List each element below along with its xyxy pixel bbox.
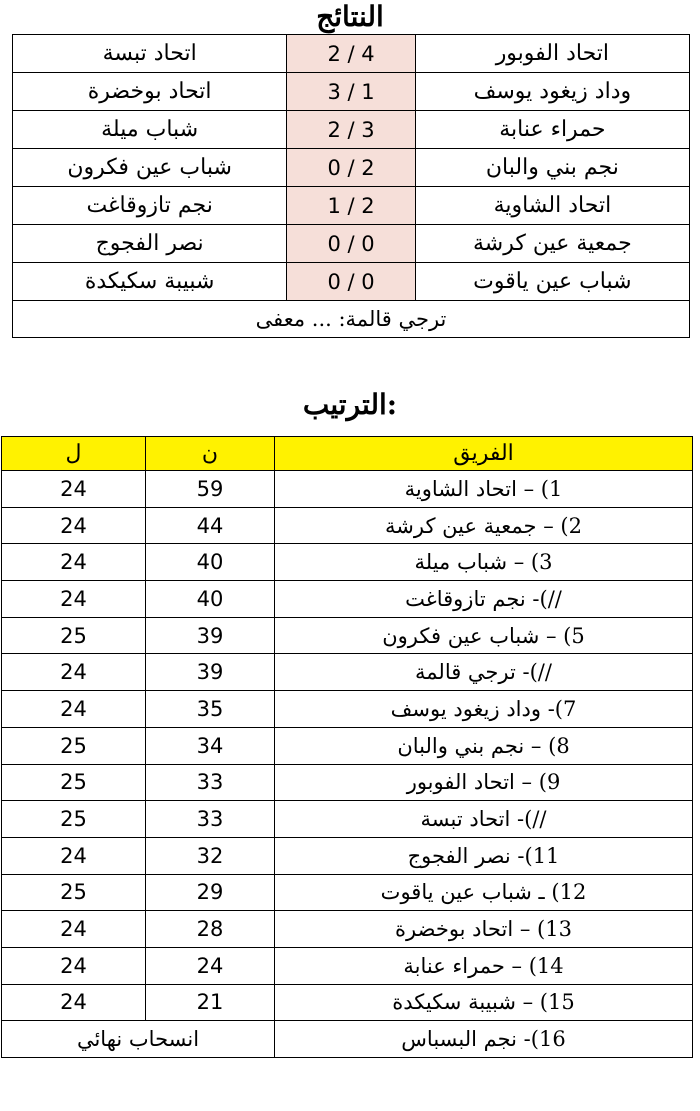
- match-row: [13, 187, 690, 225]
- match-score: 2 / 4: [287, 35, 415, 73]
- points-value: 39: [146, 654, 275, 691]
- team-name: 11)- نصر الفجوج: [275, 837, 693, 874]
- home-team: اتحاد الفوبور: [415, 35, 689, 73]
- standings-title: الترتيب:: [302, 388, 398, 421]
- standings-row: [2, 691, 693, 728]
- standings-row: [2, 617, 693, 654]
- played-value: 24: [2, 581, 146, 618]
- team-name: 16)- نجم البسباس: [275, 1021, 693, 1058]
- away-team: اتحاد بوخضرة: [13, 73, 287, 111]
- match-score: 3 / 1: [287, 73, 415, 111]
- match-score: 1 / 2: [287, 187, 415, 225]
- match-score: 0 / 0: [287, 225, 415, 263]
- standings-row: [2, 837, 693, 874]
- played-value: 24: [2, 911, 146, 948]
- team-name: 9) – اتحاد الفوبور: [275, 764, 693, 801]
- header-team: الفريق: [275, 437, 693, 471]
- home-team: نجم بني والبان: [415, 149, 689, 187]
- points-value: 32: [146, 837, 275, 874]
- played-value: 25: [2, 764, 146, 801]
- standings-header-row: [2, 437, 693, 471]
- standings-row: [2, 911, 693, 948]
- points-value: 40: [146, 581, 275, 618]
- points-value: 21: [146, 984, 275, 1021]
- team-name: //)- ترجي قالمة: [275, 654, 693, 691]
- played-value: 25: [2, 874, 146, 911]
- standings-row: [2, 764, 693, 801]
- played-value: 24: [2, 837, 146, 874]
- standings-table: [1, 436, 693, 1058]
- played-value: 24: [2, 507, 146, 544]
- standings-row: [2, 654, 693, 691]
- played-value: 25: [2, 801, 146, 838]
- team-name: 2) – جمعية عين كرشة: [275, 507, 693, 544]
- away-team: شبيبة سكيكدة: [13, 263, 287, 301]
- standings-row: [2, 947, 693, 984]
- away-team: اتحاد تبسة: [13, 35, 287, 73]
- match-row: [13, 73, 690, 111]
- results-table: [12, 34, 690, 338]
- points-value: 39: [146, 617, 275, 654]
- played-value: 24: [2, 947, 146, 984]
- header-played: ل: [2, 437, 146, 471]
- home-team: شباب عين ياقوت: [415, 263, 689, 301]
- match-score: 0 / 0: [287, 263, 415, 301]
- played-value: 24: [2, 544, 146, 581]
- standings-row: [2, 507, 693, 544]
- team-name: 14) – حمراء عنابة: [275, 947, 693, 984]
- match-row: [13, 225, 690, 263]
- standings-row: [2, 581, 693, 618]
- points-value: 40: [146, 544, 275, 581]
- home-team: وداد زيغود يوسف: [415, 73, 689, 111]
- match-row: [13, 35, 690, 73]
- home-team: حمراء عنابة: [415, 111, 689, 149]
- team-name: 7)- وداد زيغود يوسف: [275, 691, 693, 728]
- bye-note-row: [13, 301, 690, 338]
- played-value: 24: [2, 654, 146, 691]
- points-value: 33: [146, 801, 275, 838]
- team-name: 3) – شباب ميلة: [275, 544, 693, 581]
- standings-row: [2, 984, 693, 1021]
- team-name: 12) ـ شباب عين ياقوت: [275, 874, 693, 911]
- home-team: جمعية عين كرشة: [415, 225, 689, 263]
- standings-body: [2, 471, 693, 1058]
- match-score: 0 / 2: [287, 149, 415, 187]
- match-row: [13, 263, 690, 301]
- home-team: اتحاد الشاوية: [415, 187, 689, 225]
- played-value: 24: [2, 691, 146, 728]
- team-name: 1) – اتحاد الشاوية: [275, 471, 693, 508]
- played-value: 24: [2, 471, 146, 508]
- played-value: 25: [2, 617, 146, 654]
- match-row: [13, 111, 690, 149]
- points-value: 35: [146, 691, 275, 728]
- standings-row: [2, 874, 693, 911]
- team-name: 13) – اتحاد بوخضرة: [275, 911, 693, 948]
- points-value: 33: [146, 764, 275, 801]
- standings-row-withdrawn: [2, 1021, 693, 1058]
- away-team: شباب عين فكرون: [13, 149, 287, 187]
- points-value: 28: [146, 911, 275, 948]
- bye-note: ترجي قالمة: ... معفى: [13, 301, 690, 338]
- results-title: النتائج: [316, 0, 384, 33]
- points-value: 24: [146, 947, 275, 984]
- team-name: 5) – شباب عين فكرون: [275, 617, 693, 654]
- team-name: //)- اتحاد تبسة: [275, 801, 693, 838]
- played-value: 24: [2, 984, 146, 1021]
- played-value: 25: [2, 727, 146, 764]
- away-team: نصر الفجوج: [13, 225, 287, 263]
- points-value: 44: [146, 507, 275, 544]
- team-name: //)- نجم تازوقاغت: [275, 581, 693, 618]
- standings-row: [2, 801, 693, 838]
- away-team: شباب ميلة: [13, 111, 287, 149]
- standings-row: [2, 471, 693, 508]
- match-score: 2 / 3: [287, 111, 415, 149]
- team-name: 15) – شبيبة سكيكدة: [275, 984, 693, 1021]
- team-name: 8) – نجم بني والبان: [275, 727, 693, 764]
- standings-row: [2, 727, 693, 764]
- points-value: 29: [146, 874, 275, 911]
- withdrawal-status: انسحاب نهائي: [2, 1021, 275, 1058]
- points-value: 59: [146, 471, 275, 508]
- standings-row: [2, 544, 693, 581]
- match-row: [13, 149, 690, 187]
- header-points: ن: [146, 437, 275, 471]
- points-value: 34: [146, 727, 275, 764]
- away-team: نجم تازوقاغت: [13, 187, 287, 225]
